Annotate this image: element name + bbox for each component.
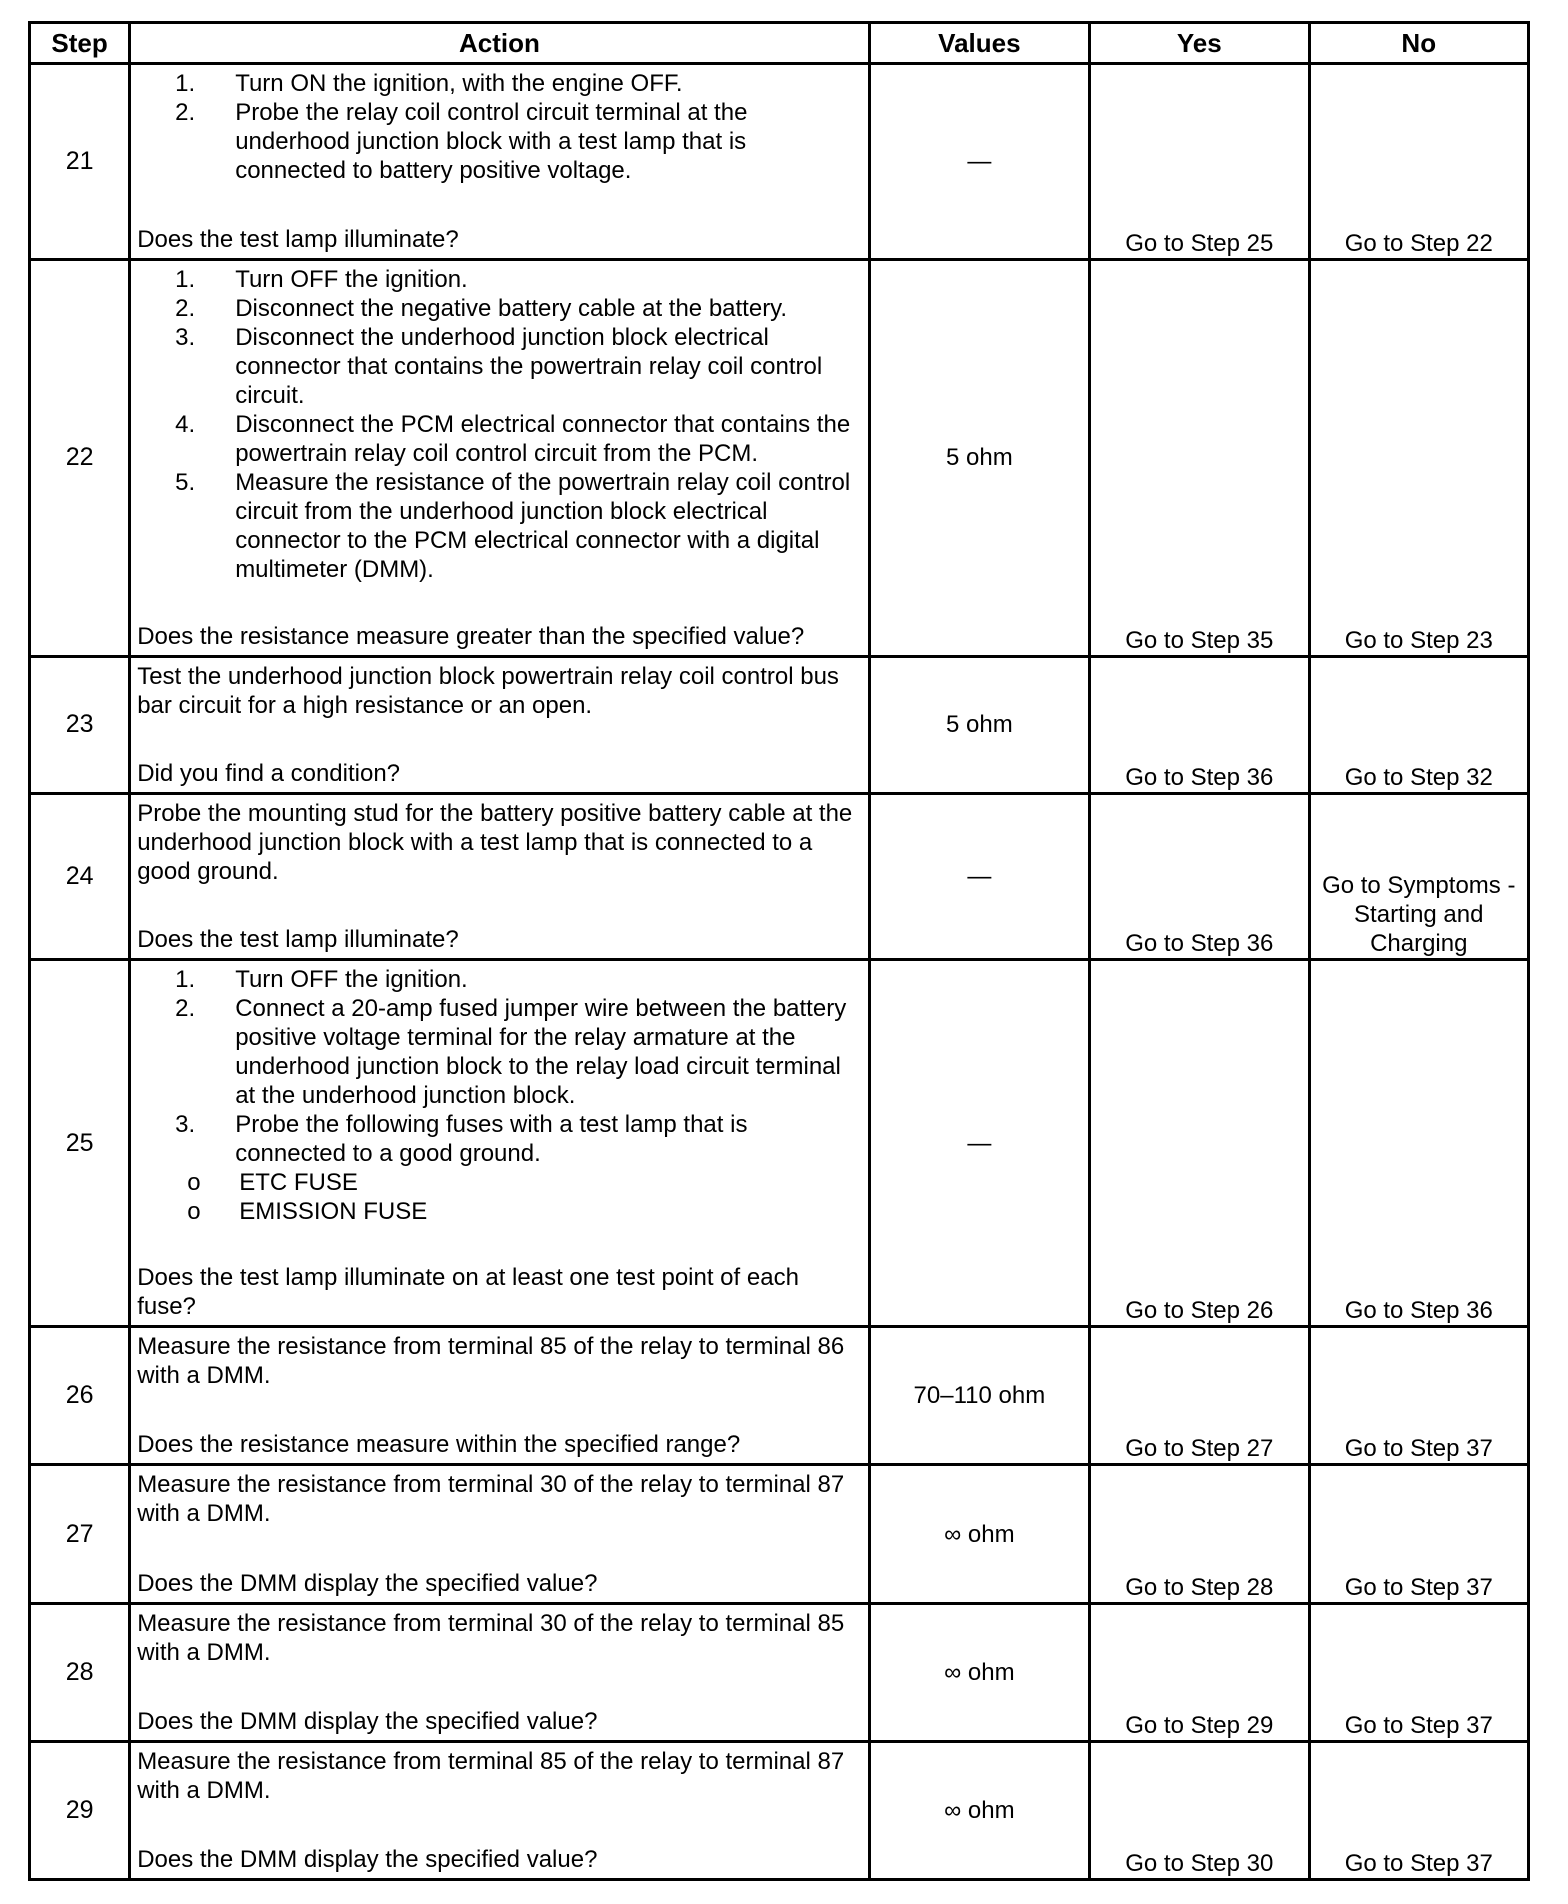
table-header-row	[30, 23, 1529, 64]
question-text: Does the resistance measure within the specified range?	[137, 1431, 741, 1459]
table-row	[30, 793, 1529, 959]
table-row	[30, 1603, 1529, 1741]
no-link[interactable]: Go to Step 37	[1309, 1603, 1528, 1741]
step-number: 22	[30, 260, 130, 656]
header-no: No	[1309, 23, 1528, 64]
instruction-text: Probe the mounting stud for the battery positive battery cable at the underhood junction block with a test lamp that is connected to a good ground.	[137, 799, 853, 885]
action-cell	[130, 656, 869, 793]
instruction-text: Measure the resistance from terminal 85 of the relay to terminal 86 with a DMM.	[137, 1333, 845, 1390]
yes-link[interactable]: Go to Step 30	[1090, 1741, 1309, 1879]
table-row	[30, 260, 1529, 656]
value-cell: 5 ohm	[869, 260, 1089, 656]
no-link[interactable]: Go to Step 22	[1309, 64, 1528, 260]
value-cell: ∞ ohm	[869, 1465, 1089, 1603]
yes-link[interactable]: Go to Step 26	[1090, 959, 1309, 1326]
action-cell	[130, 260, 869, 656]
procedure-step: 3. Disconnect the underhood junction block electrical connector that contains the powertrain relay coil control circuit.	[235, 323, 861, 410]
step-number: 25	[30, 959, 130, 1326]
yes-link[interactable]: Go to Step 36	[1090, 656, 1309, 793]
table-row	[30, 1327, 1529, 1465]
procedure-step: 4. Disconnect the PCM electrical connector that contains the powertrain relay coil control circuit from the PCM.	[235, 410, 861, 468]
yes-link[interactable]: Go to Step 35	[1090, 260, 1309, 656]
instruction-text: Measure the resistance from terminal 30 of the relay to terminal 87 with a DMM.	[137, 1471, 845, 1528]
table-row	[30, 1741, 1529, 1879]
no-link[interactable]: Go to Step 23	[1309, 260, 1528, 656]
table-row	[30, 656, 1529, 793]
question-text: Did you find a condition?	[137, 759, 401, 787]
header-step: Step	[30, 23, 130, 64]
step-number: 23	[30, 656, 130, 793]
value-cell: —	[869, 793, 1089, 959]
step-number: 24	[30, 793, 130, 959]
procedure-step: 2. Connect a 20-amp fused jumper wire between the battery positive voltage terminal for the relay armature at the underhood junction block to the relay load circuit terminal at the underhood junction block.	[235, 994, 861, 1110]
yes-link[interactable]: Go to Step 28	[1090, 1465, 1309, 1603]
question-text: Does the test lamp illuminate?	[137, 226, 459, 254]
header-yes: Yes	[1090, 23, 1309, 64]
procedure-step: 5. Measure the resistance of the powertrain relay coil control circuit from the underhood junction block electrical connector to the PCM electrical connector with a digital multimeter (DMM).	[235, 468, 861, 584]
table-row	[30, 1465, 1529, 1603]
yes-link[interactable]: Go to Step 29	[1090, 1603, 1309, 1741]
question-text: Does the DMM display the specified value?	[137, 1707, 598, 1735]
question-text: Does the resistance measure greater than the specified value?	[137, 622, 805, 650]
question-text: Does the test lamp illuminate on at least one test point of each fuse?	[137, 1264, 799, 1321]
value-cell: —	[869, 959, 1089, 1326]
procedure-step: 3. Probe the following fuses with a test lamp that is connected to a good ground.	[235, 1110, 861, 1168]
action-cell	[130, 1741, 869, 1879]
action-cell	[130, 1603, 869, 1741]
action-cell	[130, 64, 869, 260]
value-cell: ∞ ohm	[869, 1603, 1089, 1741]
yes-link[interactable]: Go to Step 36	[1090, 793, 1309, 959]
procedure-step: 1. Turn ON the ignition, with the engine OFF.	[235, 69, 861, 98]
diagnostic-table	[28, 21, 1530, 1881]
procedure-list	[137, 965, 861, 1168]
procedure-step: 1. Turn OFF the ignition.	[235, 265, 861, 294]
header-action: Action	[130, 23, 869, 64]
value-cell: 5 ohm	[869, 656, 1089, 793]
value-cell: —	[869, 64, 1089, 260]
fuse-item: o ETC FUSE	[239, 1168, 861, 1197]
question-text: Does the DMM display the specified value?	[137, 1846, 598, 1873]
question-text: Does the DMM display the specified value?	[137, 1569, 598, 1597]
step-number: 29	[30, 1741, 130, 1879]
procedure-step: 1. Turn OFF the ignition.	[235, 965, 861, 994]
instruction-text: Measure the resistance from terminal 30 of the relay to terminal 85 with a DMM.	[137, 1609, 845, 1666]
procedure-list	[137, 265, 861, 584]
no-link[interactable]: Go to Step 36	[1309, 959, 1528, 1326]
no-link[interactable]: Go to Step 32	[1309, 656, 1528, 793]
action-cell	[130, 1465, 869, 1603]
header-values: Values	[869, 23, 1089, 64]
procedure-step: 2. Probe the relay coil control circuit terminal at the underhood junction block with a test lamp that is connected to battery positive voltage.	[235, 98, 861, 185]
fuse-list	[137, 1168, 861, 1226]
step-number: 28	[30, 1603, 130, 1741]
action-cell	[130, 1327, 869, 1465]
yes-link[interactable]: Go to Step 25	[1090, 64, 1309, 260]
action-cell	[130, 959, 869, 1326]
no-link[interactable]: Go to Step 37	[1309, 1741, 1528, 1879]
no-link[interactable]: Go to Symptoms - Starting and Charging	[1309, 793, 1528, 959]
instruction-text: Test the underhood junction block powertrain relay coil control bus bar circuit for a high resistance or an open.	[137, 662, 839, 719]
value-cell: 70–110 ohm	[869, 1327, 1089, 1465]
step-number: 27	[30, 1465, 130, 1603]
procedure-list	[137, 69, 861, 185]
fuse-item: o EMISSION FUSE	[239, 1197, 861, 1226]
question-text: Does the test lamp illuminate?	[137, 925, 459, 953]
no-link[interactable]: Go to Step 37	[1309, 1465, 1528, 1603]
table-row	[30, 64, 1529, 260]
yes-link[interactable]: Go to Step 27	[1090, 1327, 1309, 1465]
action-cell	[130, 793, 869, 959]
instruction-text: Measure the resistance from terminal 85 of the relay to terminal 87 with a DMM.	[137, 1747, 845, 1804]
step-number: 21	[30, 64, 130, 260]
no-link[interactable]: Go to Step 37	[1309, 1327, 1528, 1465]
value-cell: ∞ ohm	[869, 1741, 1089, 1879]
table-row	[30, 959, 1529, 1326]
procedure-step: 2. Disconnect the negative battery cable at the battery.	[235, 294, 861, 323]
step-number: 26	[30, 1327, 130, 1465]
